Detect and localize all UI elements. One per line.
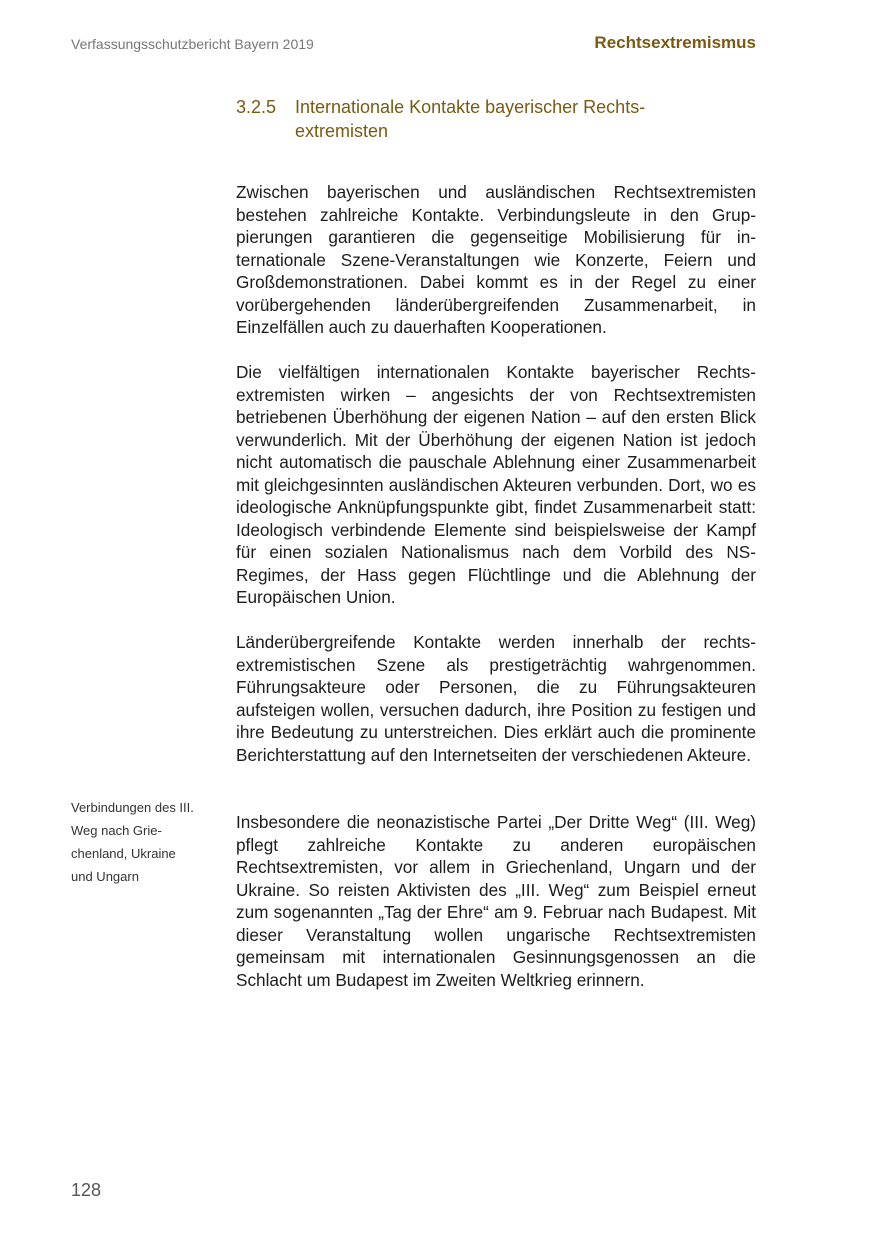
margin-note: Verbindungen des III. Weg nach Griechenland, Ukraine und Ungarn	[71, 800, 194, 884]
section-title: Internationale Kontakte bayerischer Rechtsextremisten	[295, 97, 646, 141]
section-heading	[236, 95, 716, 143]
paragraph-1: Zwischen bayerischen und ausländischen Rechtsextremisten bestehen zahlreiche Kontakte. Verbindungsleute in den Gruppierungen garantieren die gegenseitige Mobilisierung für internationale Szene-Veranstaltungen wie Konzerte, Feiern und Großdemonstrationen. Dabei kommt es in der Regel zu einer vorübergehenden länderübergreifenden Zusammenarbeit, in Einzelfällen auch zu dauerhaften Kooperationen.	[236, 182, 756, 338]
running-head-chapter: Rechtsextremismus	[594, 33, 756, 52]
paragraph-3: Länderübergreifende Kontakte werden innerhalb der rechtsextremistischen Szene als prestigeträchtig wahrgenommen. Führungsakteure oder Personen, die zu Führungsakteuren aufsteigen wollen, versuchen dadurch, ihre Position zu festigen und ihre Bedeutung zu unterstreichen. Dies erklärt auch die prominente Berichterstattung auf den Internetseiten der verschiedenen Akteure.	[236, 632, 756, 765]
paragraph-4: Insbesondere die neonazistische Partei „Der Dritte Weg“ (III. Weg) pflegt zahlreiche Kontakte zu anderen europäischen Rechtsextremisten, vor allem in Griechenland, Ungarn und der Ukraine. So reisten Aktivisten des „III. Weg“ zum Beispiel erneut zum sogenannten „Tag der Ehre“ am 9. Februar nach Budapest. Mit dieser Veranstaltung wollen ungarische Rechtsextremisten gemeinsam mit internationalen Gesinnungsgenossen an die Schlacht um Budapest im Zweiten Weltkrieg erinnern.	[236, 812, 756, 990]
running-head-publication: Verfassungsschutzbericht Bayern 2019	[71, 36, 314, 52]
section-number: 3.2.5	[236, 97, 277, 117]
page-number: 128	[71, 1180, 102, 1200]
paragraph-2: Die vielfältigen internationalen Kontakte bayerischer Rechtsextremisten wirken – angesichts der von Rechtsextremisten betriebenen Überhöhung der eigenen Nation – auf den ersten Blick verwunderlich. Mit der Überhöhung der eigenen Nation ist jedoch nicht automatisch die pauschale Ablehnung einer Zusammenarbeit mit gleichgesinnten ausländischen Akteuren verbunden. Dort, wo es ideologische Anknüpfungspunkte gibt, findet Zusammenarbeit statt: Ideologisch verbindende Elemente sind beispielsweise der Kampf für einen sozialen Nationalismus nach dem Vorbild des NS-Regimes, der Hass gegen Flüchtlinge und die Ablehnung der Europäischen Union.	[236, 362, 756, 608]
